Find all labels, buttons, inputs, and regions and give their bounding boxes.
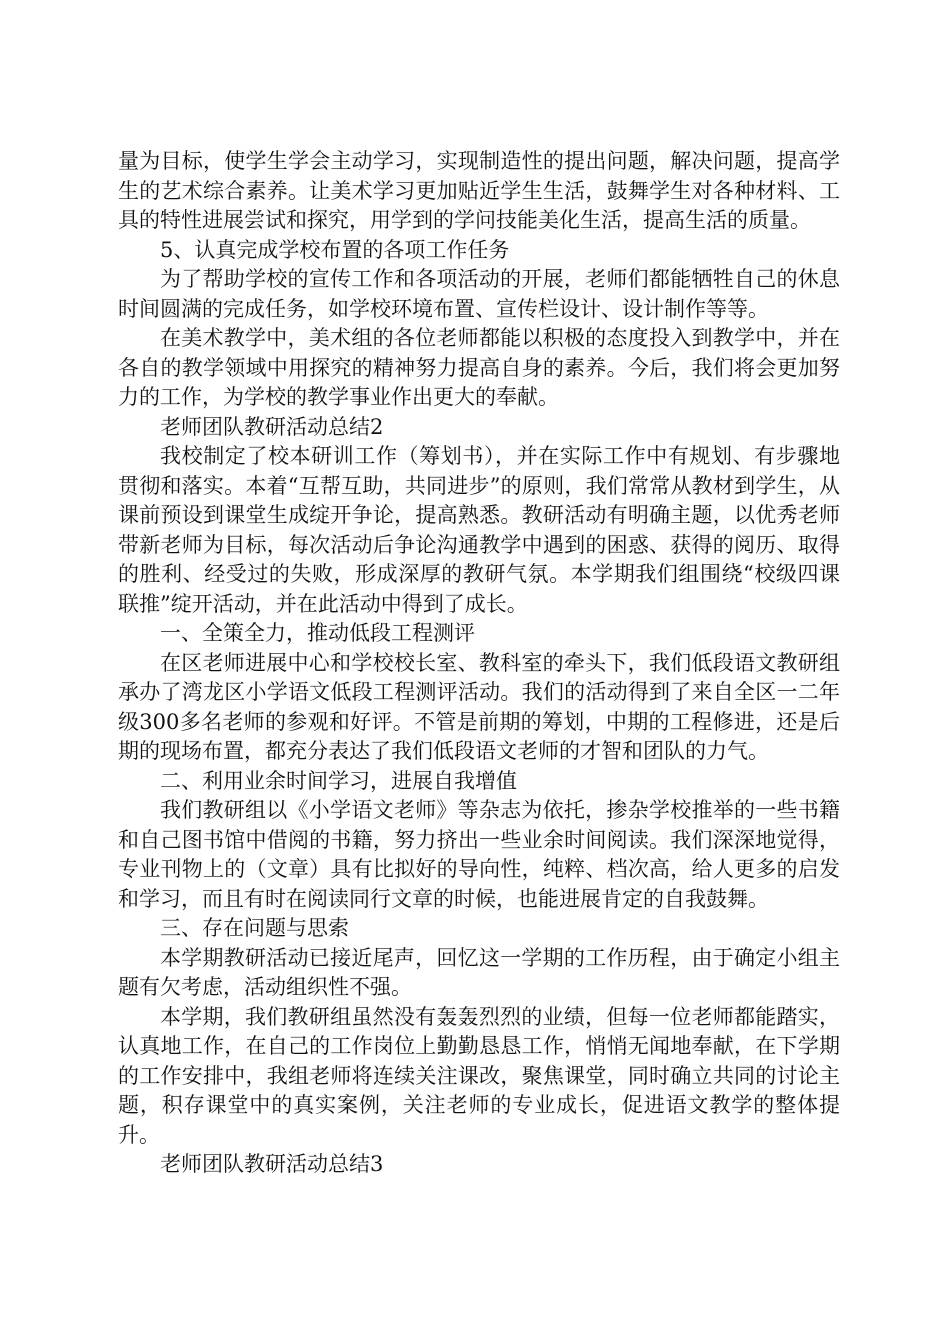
paragraph: 在美术教学中，美术组的各位老师都能以积极的态度投入到教学中，并在各自的教学领域中用探究的精神努力提高自身的素养。今后，我们将会更加努力的工作，为学校的教学事业作出更大的奉献。 [118,326,840,409]
section-heading: 三、存在问题与思索 [160,916,349,940]
section-heading: 老师团队教研活动总结2 [160,414,384,439]
paragraph: 本学期教研活动已接近尾声，回忆这一学期的工作历程，由于确定小组主题有欠考虑，活动组织性不强。 [118,945,840,999]
paragraph: 为了帮助学校的宣传工作和各项活动的开展，老师们都能牺牲自己的休息时间圆满的完成任务，如学校环境布置、宣传栏设计、设计制作等等。 [118,267,840,321]
paragraph: 在区老师进展中心和学校校长室、教科室的牵头下，我们低段语文教研组承办了湾龙区小学语文低段工程测评活动。我们的活动得到了来自全区一二年级300多名老师的参观和好评。不管是前期的筹划，中期的工程修进，还是后期的现场布置，都充分表达了我们低段语文老师的才智和团队的力气。 [118,650,840,763]
paragraph: 我们教研组以《小学语文老师》等杂志为依托，掺杂学校推举的一些书籍和自己图书馆中借阅的书籍，努力挤出一些业余时间阅读。我们深深地觉得，专业刊物上的（文章）具有比拟好的导向性，纯粹、档次高，给人更多的启发和学习，而且有时在阅读同行文章的时候，也能进展肯定的自我鼓舞。 [118,798,840,911]
paragraph: 我校制定了校本研训工作（筹划书），并在实际工作中有规划、有步骤地贯彻和落实。本着“互帮互助，共同进步”的原则，我们常常从教材到学生，从课前预设到课堂生成绽开争论，提高熟悉。教研活动有明确主题，以优秀老师带新老师为目标，每次活动后争论沟通教学中遇到的困惑、获得的阅历、取得的胜利、经受过的失败，形成深厚的教研气氛。本学期我们组围绕“校级四课联推”绽开活动，并在此活动中得到了成长。 [118,444,840,616]
section-heading: 一、全策全力，推动低段工程测评 [160,621,475,645]
document-body [118,147,840,1180]
section-heading: 老师团队教研活动总结3 [160,1152,384,1176]
section-heading: 5、认真完成学校布置的各项工作任务 [160,237,510,262]
section-heading: 二、利用业余时间学习，进展自我增值 [160,768,517,793]
paragraph: 量为目标，使学生学会主动学习，实现制造性的提出问题，解决问题，提高学生的艺术综合素养。让美术学习更加贴近学生生活，鼓舞学生对各种材料、工具的特性进展尝试和探究，用学到的学问技能美化生活，提高生活的质量。 [118,149,840,232]
paragraph: 本学期，我们教研组虽然没有轰轰烈烈的业绩，但每一位老师都能踏实，认真地工作，在自己的工作岗位上勤勤恳恳工作，悄悄无闻地奉献，在下学期的工作安排中，我组老师将连续关注课改，聚焦课堂，同时确立共同的讨论主题，积存课堂中的真实案例，关注老师的专业成长，促进语文教学的整体提升。 [118,1004,840,1147]
